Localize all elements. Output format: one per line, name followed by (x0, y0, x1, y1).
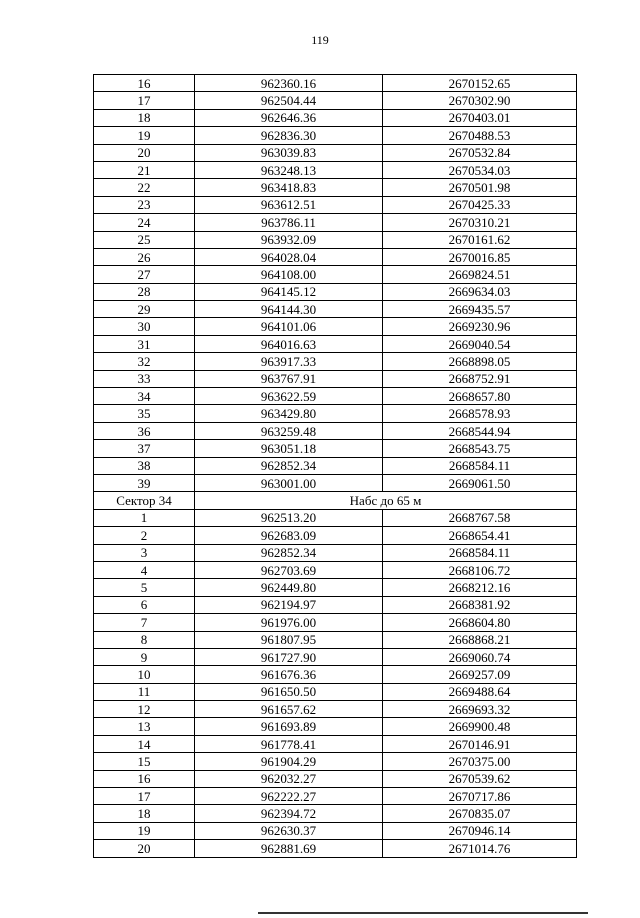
point-number-cell: 3 (94, 544, 195, 561)
y-coordinate-cell: 2669693.32 (383, 701, 577, 718)
x-coordinate-cell: 961727.90 (195, 648, 383, 665)
y-coordinate-cell: 2668106.72 (383, 561, 577, 578)
point-number-cell: 8 (94, 631, 195, 648)
table-row (94, 648, 577, 665)
x-coordinate-cell: 962630.37 (195, 822, 383, 839)
y-coordinate-cell: 2670146.91 (383, 735, 577, 752)
x-coordinate-cell: 963418.83 (195, 179, 383, 196)
y-coordinate-cell: 2670016.85 (383, 248, 577, 265)
x-coordinate-cell: 961693.89 (195, 718, 383, 735)
point-number-cell: 24 (94, 214, 195, 231)
x-coordinate-cell: 964101.06 (195, 318, 383, 335)
sector-note: Набс до 65 м (195, 492, 577, 509)
table-row (94, 405, 577, 422)
point-number-cell: 19 (94, 822, 195, 839)
table-row (94, 561, 577, 578)
y-coordinate-cell: 2668752.91 (383, 370, 577, 387)
x-coordinate-cell: 963039.83 (195, 144, 383, 161)
y-coordinate-cell: 2668654.41 (383, 527, 577, 544)
point-number-cell: 9 (94, 648, 195, 665)
point-number-cell: 26 (94, 248, 195, 265)
point-number-cell: 16 (94, 75, 195, 92)
point-number-cell: 31 (94, 335, 195, 352)
x-coordinate-cell: 961976.00 (195, 614, 383, 631)
table-row (94, 388, 577, 405)
point-number-cell: 27 (94, 266, 195, 283)
point-number-cell: 7 (94, 614, 195, 631)
point-number-cell: 5 (94, 579, 195, 596)
x-coordinate-cell: 963612.51 (195, 196, 383, 213)
y-coordinate-cell: 2670501.98 (383, 179, 577, 196)
point-number-cell: 14 (94, 735, 195, 752)
table-row (94, 422, 577, 439)
x-coordinate-cell: 963622.59 (195, 388, 383, 405)
table-row (94, 109, 577, 126)
x-coordinate-cell: 964016.63 (195, 335, 383, 352)
table-row (94, 283, 577, 300)
x-coordinate-cell: 961650.50 (195, 683, 383, 700)
y-coordinate-cell: 2670488.53 (383, 127, 577, 144)
x-coordinate-cell: 963786.11 (195, 214, 383, 231)
y-coordinate-cell: 2669634.03 (383, 283, 577, 300)
table-row (94, 196, 577, 213)
y-coordinate-cell: 2669488.64 (383, 683, 577, 700)
point-number-cell: 16 (94, 770, 195, 787)
point-number-cell: 29 (94, 301, 195, 318)
sector-label: Сектор 34 (94, 492, 195, 509)
table-row (94, 75, 577, 92)
x-coordinate-cell: 962504.44 (195, 92, 383, 109)
table-row (94, 683, 577, 700)
y-coordinate-cell: 2668543.75 (383, 440, 577, 457)
table-row (94, 370, 577, 387)
y-coordinate-cell: 2668578.93 (383, 405, 577, 422)
point-number-cell: 21 (94, 161, 195, 178)
table-row (94, 718, 577, 735)
x-coordinate-cell: 964028.04 (195, 248, 383, 265)
point-number-cell: 18 (94, 805, 195, 822)
x-coordinate-cell: 962836.30 (195, 127, 383, 144)
point-number-cell: 10 (94, 666, 195, 683)
x-coordinate-cell: 962360.16 (195, 75, 383, 92)
y-coordinate-cell: 2670946.14 (383, 822, 577, 839)
x-coordinate-cell: 962449.80 (195, 579, 383, 596)
y-coordinate-cell: 2671014.76 (383, 840, 577, 857)
table-row (94, 92, 577, 109)
point-number-cell: 23 (94, 196, 195, 213)
point-number-cell: 34 (94, 388, 195, 405)
y-coordinate-cell: 2669040.54 (383, 335, 577, 352)
table-row (94, 440, 577, 457)
table-row (94, 788, 577, 805)
point-number-cell: 36 (94, 422, 195, 439)
x-coordinate-cell: 963932.09 (195, 231, 383, 248)
y-coordinate-cell: 2670717.86 (383, 788, 577, 805)
x-coordinate-cell: 963767.91 (195, 370, 383, 387)
point-number-cell: 4 (94, 561, 195, 578)
y-coordinate-cell: 2668657.80 (383, 388, 577, 405)
y-coordinate-cell: 2670302.90 (383, 92, 577, 109)
x-coordinate-cell: 962032.27 (195, 770, 383, 787)
x-coordinate-cell: 961657.62 (195, 701, 383, 718)
y-coordinate-cell: 2670161.62 (383, 231, 577, 248)
table-row (94, 214, 577, 231)
point-number-cell: 32 (94, 353, 195, 370)
point-number-cell: 37 (94, 440, 195, 457)
y-coordinate-cell: 2670539.62 (383, 770, 577, 787)
y-coordinate-cell: 2670310.21 (383, 214, 577, 231)
point-number-cell: 33 (94, 370, 195, 387)
table-row (94, 266, 577, 283)
x-coordinate-cell: 961807.95 (195, 631, 383, 648)
x-coordinate-cell: 962513.20 (195, 509, 383, 526)
point-number-cell: 35 (94, 405, 195, 422)
x-coordinate-cell: 961904.29 (195, 753, 383, 770)
y-coordinate-cell: 2670375.00 (383, 753, 577, 770)
x-coordinate-cell: 962881.69 (195, 840, 383, 857)
y-coordinate-cell: 2669230.96 (383, 318, 577, 335)
table-row (94, 666, 577, 683)
table-row (94, 335, 577, 352)
table-row (94, 248, 577, 265)
x-coordinate-cell: 962683.09 (195, 527, 383, 544)
y-coordinate-cell: 2668604.80 (383, 614, 577, 631)
table-row (94, 527, 577, 544)
point-number-cell: 20 (94, 840, 195, 857)
point-number-cell: 11 (94, 683, 195, 700)
table-row (94, 753, 577, 770)
table-row (94, 509, 577, 526)
table-row (94, 770, 577, 787)
x-coordinate-cell: 964144.30 (195, 301, 383, 318)
y-coordinate-cell: 2669900.48 (383, 718, 577, 735)
table-row (94, 579, 577, 596)
point-number-cell: 38 (94, 457, 195, 474)
y-coordinate-cell: 2670425.33 (383, 196, 577, 213)
table-row (94, 161, 577, 178)
point-number-cell: 39 (94, 474, 195, 491)
table-row (94, 631, 577, 648)
sector-header-row (94, 492, 577, 509)
y-coordinate-cell: 2668212.16 (383, 579, 577, 596)
y-coordinate-cell: 2668544.94 (383, 422, 577, 439)
point-number-cell: 28 (94, 283, 195, 300)
x-coordinate-cell: 963429.80 (195, 405, 383, 422)
y-coordinate-cell: 2670532.84 (383, 144, 577, 161)
point-number-cell: 2 (94, 527, 195, 544)
table-row (94, 179, 577, 196)
x-coordinate-cell: 962194.97 (195, 596, 383, 613)
y-coordinate-cell: 2668868.21 (383, 631, 577, 648)
x-coordinate-cell: 961676.36 (195, 666, 383, 683)
y-coordinate-cell: 2669257.09 (383, 666, 577, 683)
point-number-cell: 15 (94, 753, 195, 770)
x-coordinate-cell: 964145.12 (195, 283, 383, 300)
point-number-cell: 22 (94, 179, 195, 196)
x-coordinate-cell: 962394.72 (195, 805, 383, 822)
y-coordinate-cell: 2669061.50 (383, 474, 577, 491)
x-coordinate-cell: 962222.27 (195, 788, 383, 805)
y-coordinate-cell: 2668767.58 (383, 509, 577, 526)
table-row (94, 701, 577, 718)
table-row (94, 127, 577, 144)
point-number-cell: 12 (94, 701, 195, 718)
table-body-part1 (94, 75, 577, 492)
x-coordinate-cell: 962703.69 (195, 561, 383, 578)
table-row (94, 318, 577, 335)
table-row (94, 231, 577, 248)
x-coordinate-cell: 963051.18 (195, 440, 383, 457)
x-coordinate-cell: 963001.00 (195, 474, 383, 491)
page-number: 119 (311, 33, 329, 47)
table-row (94, 822, 577, 839)
y-coordinate-cell: 2670835.07 (383, 805, 577, 822)
bottom-rule (258, 912, 588, 914)
table-body-part2 (94, 509, 577, 857)
table-row (94, 353, 577, 370)
point-number-cell: 1 (94, 509, 195, 526)
table-row (94, 805, 577, 822)
y-coordinate-cell: 2668898.05 (383, 353, 577, 370)
table-row (94, 544, 577, 561)
point-number-cell: 25 (94, 231, 195, 248)
point-number-cell: 13 (94, 718, 195, 735)
x-coordinate-cell: 961778.41 (195, 735, 383, 752)
table-row (94, 840, 577, 857)
table-row (94, 614, 577, 631)
y-coordinate-cell: 2670403.01 (383, 109, 577, 126)
point-number-cell: 19 (94, 127, 195, 144)
x-coordinate-cell: 964108.00 (195, 266, 383, 283)
y-coordinate-cell: 2668381.92 (383, 596, 577, 613)
sector-header-section (94, 492, 577, 509)
y-coordinate-cell: 2669060.74 (383, 648, 577, 665)
table-row (94, 301, 577, 318)
y-coordinate-cell: 2668584.11 (383, 544, 577, 561)
table-row (94, 457, 577, 474)
y-coordinate-cell: 2670534.03 (383, 161, 577, 178)
point-number-cell: 17 (94, 788, 195, 805)
y-coordinate-cell: 2669435.57 (383, 301, 577, 318)
point-number-cell: 30 (94, 318, 195, 335)
coordinates-table (93, 74, 577, 858)
x-coordinate-cell: 962852.34 (195, 544, 383, 561)
x-coordinate-cell: 962852.34 (195, 457, 383, 474)
x-coordinate-cell: 963259.48 (195, 422, 383, 439)
y-coordinate-cell: 2668584.11 (383, 457, 577, 474)
x-coordinate-cell: 963248.13 (195, 161, 383, 178)
x-coordinate-cell: 963917.33 (195, 353, 383, 370)
table-row (94, 474, 577, 491)
point-number-cell: 18 (94, 109, 195, 126)
y-coordinate-cell: 2670152.65 (383, 75, 577, 92)
point-number-cell: 17 (94, 92, 195, 109)
point-number-cell: 6 (94, 596, 195, 613)
table-row (94, 596, 577, 613)
point-number-cell: 20 (94, 144, 195, 161)
x-coordinate-cell: 962646.36 (195, 109, 383, 126)
table-row (94, 735, 577, 752)
table-row (94, 144, 577, 161)
y-coordinate-cell: 2669824.51 (383, 266, 577, 283)
